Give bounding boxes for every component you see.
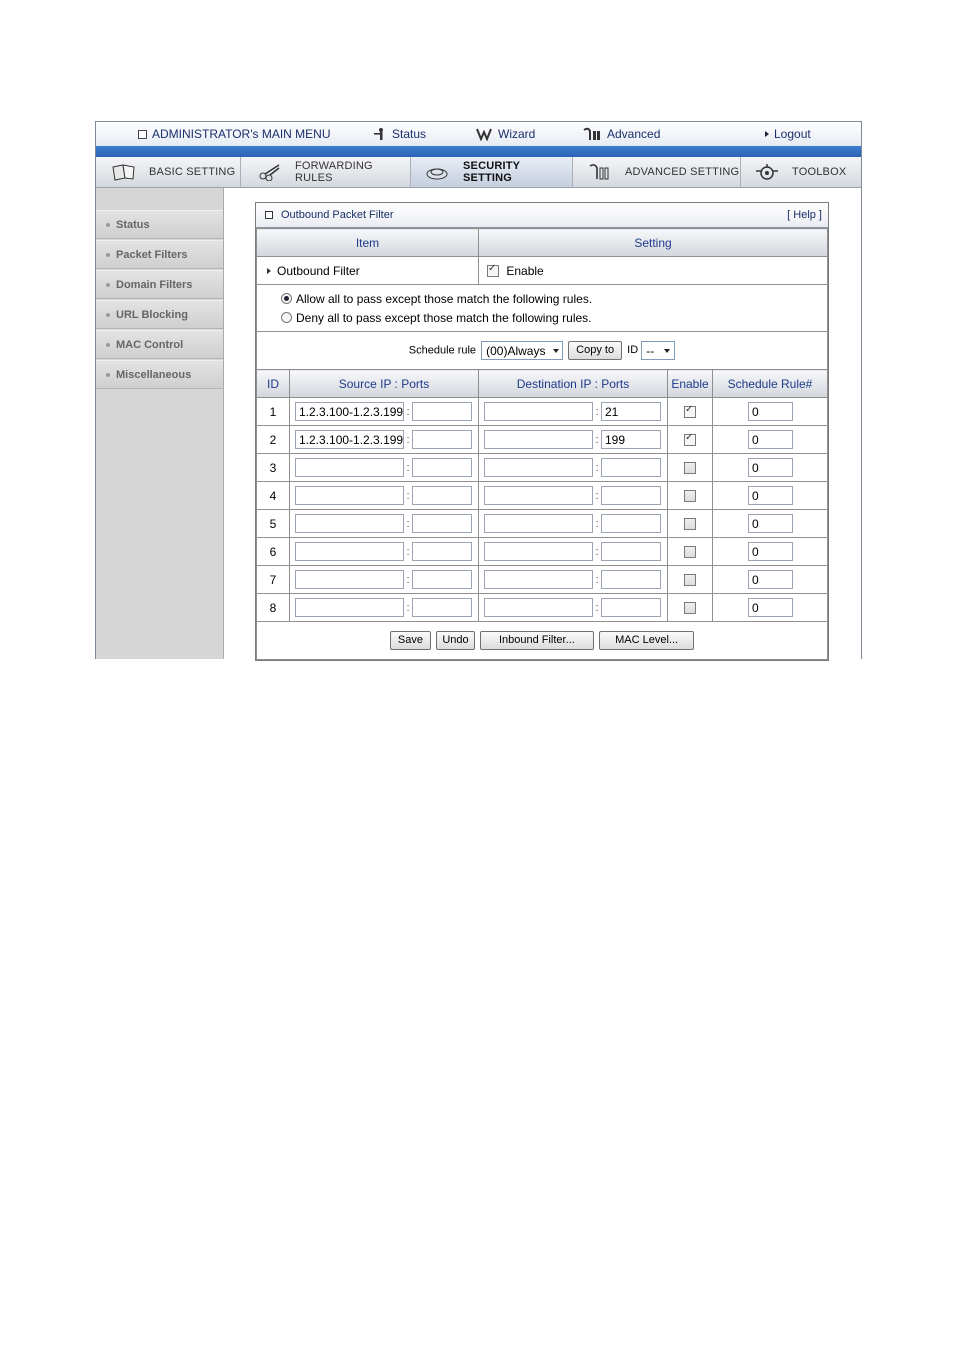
destination-port-input[interactable] bbox=[601, 570, 661, 589]
source-ip-input[interactable]: 1.2.3.100-1.2.3.199 bbox=[295, 430, 404, 449]
header-divider bbox=[96, 146, 861, 157]
destination-port-input[interactable]: 199 bbox=[601, 430, 661, 449]
id-column-header: ID bbox=[257, 370, 290, 398]
sidebar bbox=[96, 188, 224, 659]
schedule-rule-input[interactable]: 0 bbox=[748, 486, 793, 505]
table-row bbox=[257, 594, 828, 622]
destination-ip-input[interactable] bbox=[484, 570, 593, 589]
setting-column-header: Setting bbox=[479, 229, 828, 257]
row-id: 4 bbox=[257, 482, 290, 510]
sidebar-item-label: MAC Control bbox=[116, 338, 184, 351]
admin-main-menu-link[interactable] bbox=[138, 127, 331, 141]
id-label: ID bbox=[627, 344, 639, 357]
bullet-icon bbox=[106, 313, 110, 317]
gears-icon bbox=[587, 163, 613, 181]
schedule-cell bbox=[713, 566, 828, 594]
outbound-filter-label-cell bbox=[257, 257, 479, 285]
source-ip-input[interactable] bbox=[295, 486, 404, 505]
colon-separator: : bbox=[595, 517, 599, 530]
source-port-input[interactable] bbox=[412, 402, 472, 421]
destination-cell bbox=[479, 398, 668, 426]
destination-port-input[interactable] bbox=[601, 514, 661, 533]
destination-ip-input[interactable] bbox=[484, 542, 593, 561]
source-ip-input[interactable]: 1.2.3.100-1.2.3.199 bbox=[295, 402, 404, 421]
schedule-rule-input[interactable]: 0 bbox=[748, 598, 793, 617]
schedule-cell bbox=[713, 510, 828, 538]
tab-toolbox[interactable] bbox=[741, 157, 861, 187]
source-port-input[interactable] bbox=[412, 486, 472, 505]
schedule-rule-input[interactable]: 0 bbox=[748, 458, 793, 477]
outbound-filter-label: Outbound Filter bbox=[277, 263, 360, 278]
destination-port-input[interactable] bbox=[601, 458, 661, 477]
destination-cell bbox=[479, 538, 668, 566]
logout-label: Logout bbox=[774, 127, 811, 141]
book-icon bbox=[111, 163, 137, 181]
source-cell bbox=[290, 454, 479, 482]
row-enable-checkbox[interactable] bbox=[684, 434, 696, 446]
person-icon bbox=[371, 127, 387, 141]
sidebar-item-label: Packet Filters bbox=[116, 248, 188, 261]
rule-allow-radio[interactable] bbox=[281, 293, 292, 304]
colon-separator: : bbox=[406, 573, 410, 586]
destination-cell bbox=[479, 454, 668, 482]
enable-cell bbox=[668, 594, 713, 622]
source-ip-input[interactable] bbox=[295, 598, 404, 617]
source-port-input[interactable] bbox=[412, 542, 472, 561]
schedule-cell bbox=[713, 594, 828, 622]
copy-id-select[interactable] bbox=[641, 341, 675, 360]
toolbox-icon bbox=[754, 163, 780, 181]
table-row bbox=[257, 538, 828, 566]
outbound-filter-setting-cell bbox=[479, 257, 828, 285]
source-cell bbox=[290, 594, 479, 622]
inbound-filter-button[interactable]: Inbound Filter... bbox=[480, 631, 594, 650]
table-row bbox=[257, 482, 828, 510]
destination-cell bbox=[479, 510, 668, 538]
schedule-rule-input[interactable]: 0 bbox=[748, 402, 793, 421]
lock-icon bbox=[425, 163, 451, 181]
filter-rules-grid bbox=[256, 369, 828, 622]
sidebar-item-status[interactable] bbox=[96, 210, 223, 239]
source-ip-input[interactable] bbox=[295, 542, 404, 561]
rule-allow-option[interactable] bbox=[281, 289, 827, 308]
enable-cell bbox=[668, 398, 713, 426]
sidebar-spacer bbox=[96, 188, 223, 210]
schedule-rule-select[interactable] bbox=[481, 341, 563, 360]
chevron-down-icon bbox=[553, 349, 559, 353]
row-id: 1 bbox=[257, 398, 290, 426]
schedule-cell bbox=[713, 454, 828, 482]
advanced-link[interactable] bbox=[582, 127, 660, 141]
rule-deny-option[interactable] bbox=[281, 308, 827, 327]
destination-ip-input[interactable] bbox=[484, 598, 593, 617]
source-cell bbox=[290, 426, 479, 454]
rule-deny-radio[interactable] bbox=[281, 312, 292, 323]
table-row bbox=[257, 510, 828, 538]
tools-icon bbox=[582, 127, 602, 141]
source-ip-input[interactable] bbox=[295, 458, 404, 477]
colon-separator: : bbox=[406, 405, 410, 418]
action-bar bbox=[256, 621, 828, 660]
table-row bbox=[257, 566, 828, 594]
row-enable-checkbox[interactable] bbox=[684, 574, 696, 586]
tab-security-setting[interactable] bbox=[411, 157, 573, 187]
colon-separator: : bbox=[595, 433, 599, 446]
row-id: 7 bbox=[257, 566, 290, 594]
enable-cell bbox=[668, 426, 713, 454]
destination-column-header: Destination IP : Ports bbox=[479, 370, 668, 398]
tab-basic-setting[interactable] bbox=[96, 157, 241, 187]
bullet-icon bbox=[106, 283, 110, 287]
source-cell bbox=[290, 566, 479, 594]
colon-separator: : bbox=[595, 461, 599, 474]
copy-id-value: -- bbox=[646, 343, 655, 358]
outbound-filter-enable-label: Enable bbox=[506, 263, 544, 278]
destination-port-input[interactable]: 21 bbox=[601, 402, 661, 421]
enable-column-header: Enable bbox=[668, 370, 713, 398]
rule-mode-table bbox=[256, 284, 828, 332]
source-cell bbox=[290, 398, 479, 426]
wizard-icon bbox=[475, 127, 493, 141]
destination-cell bbox=[479, 482, 668, 510]
tab-forwarding-rules-label: FORWARDING RULES bbox=[295, 160, 373, 184]
row-id: 2 bbox=[257, 426, 290, 454]
sidebar-item-url-blocking[interactable] bbox=[96, 300, 223, 329]
table-row bbox=[257, 398, 828, 426]
schedule-cell bbox=[713, 538, 828, 566]
enable-cell bbox=[668, 538, 713, 566]
row-id: 8 bbox=[257, 594, 290, 622]
schedule-cell bbox=[713, 398, 828, 426]
arrow-right-icon bbox=[765, 131, 769, 137]
colon-separator: : bbox=[406, 517, 410, 530]
destination-ip-input[interactable] bbox=[484, 430, 593, 449]
colon-separator: : bbox=[406, 461, 410, 474]
status-label: Status bbox=[392, 127, 427, 141]
destination-port-input[interactable] bbox=[601, 542, 661, 561]
source-ip-input[interactable] bbox=[295, 514, 404, 533]
item-column-header: Item bbox=[257, 229, 479, 257]
source-cell bbox=[290, 538, 479, 566]
tab-security-setting-label: SECURITY SETTING bbox=[463, 160, 521, 184]
source-port-input[interactable] bbox=[412, 598, 472, 617]
schedule-rule-input[interactable]: 0 bbox=[748, 542, 793, 561]
bullet-icon bbox=[106, 223, 110, 227]
advanced-label: Advanced bbox=[607, 127, 661, 141]
destination-port-input[interactable] bbox=[601, 486, 661, 505]
top-menu-bar bbox=[96, 122, 861, 147]
schedule-rule-input[interactable]: 0 bbox=[748, 430, 793, 449]
bullet-icon bbox=[106, 253, 110, 257]
colon-separator: : bbox=[595, 545, 599, 558]
undo-button[interactable]: Undo bbox=[436, 631, 474, 650]
router-admin-window bbox=[95, 121, 862, 659]
source-port-input[interactable] bbox=[412, 514, 472, 533]
sidebar-item-label: Status bbox=[116, 218, 150, 231]
outbound-packet-filter-panel bbox=[255, 202, 829, 661]
destination-cell bbox=[479, 566, 668, 594]
row-enable-checkbox[interactable] bbox=[684, 490, 696, 502]
sidebar-item-mac-control[interactable] bbox=[96, 330, 223, 359]
sidebar-item-miscellaneous[interactable] bbox=[96, 360, 223, 389]
schedule-cell bbox=[713, 482, 828, 510]
source-port-input[interactable] bbox=[412, 430, 472, 449]
rule-deny-label: Deny all to pass except those match the following rules. bbox=[296, 310, 592, 325]
schedule-rule-input[interactable]: 0 bbox=[748, 570, 793, 589]
settings-table bbox=[256, 228, 828, 285]
destination-ip-input[interactable] bbox=[484, 514, 593, 533]
enable-cell bbox=[668, 482, 713, 510]
wizard-link[interactable] bbox=[475, 127, 535, 141]
filter-rules-body bbox=[257, 398, 828, 622]
schedule-rule-input[interactable]: 0 bbox=[748, 514, 793, 533]
schedule-column-header: Schedule Rule# bbox=[713, 370, 828, 398]
arrow-right-icon bbox=[267, 268, 271, 274]
row-enable-checkbox[interactable] bbox=[684, 406, 696, 418]
status-link[interactable] bbox=[371, 127, 426, 141]
help-link[interactable]: [ Help ] bbox=[787, 209, 822, 221]
colon-separator: : bbox=[406, 489, 410, 502]
colon-separator: : bbox=[595, 405, 599, 418]
source-port-input[interactable] bbox=[412, 458, 472, 477]
colon-separator: : bbox=[406, 601, 410, 614]
schedule-cell bbox=[713, 426, 828, 454]
table-row bbox=[257, 454, 828, 482]
sidebar-item-label: Miscellaneous bbox=[116, 368, 192, 381]
mac-level-button[interactable]: MAC Level... bbox=[599, 631, 694, 650]
copy-to-button[interactable]: Copy to bbox=[568, 341, 622, 360]
save-button[interactable]: Save bbox=[390, 631, 431, 650]
tab-basic-setting-label: BASIC SETTING bbox=[149, 166, 236, 178]
schedule-cell bbox=[257, 332, 828, 370]
table-row bbox=[257, 426, 828, 454]
enable-cell bbox=[668, 510, 713, 538]
destination-port-input[interactable] bbox=[601, 598, 661, 617]
colon-separator: : bbox=[406, 433, 410, 446]
wizard-label: Wizard bbox=[498, 127, 536, 141]
row-enable-checkbox[interactable] bbox=[684, 546, 696, 558]
destination-cell bbox=[479, 594, 668, 622]
row-id: 3 bbox=[257, 454, 290, 482]
schedule-rule-value: (00)Always bbox=[486, 343, 546, 358]
sidebar-item-label: URL Blocking bbox=[116, 308, 188, 321]
colon-separator: : bbox=[595, 489, 599, 502]
tab-toolbox-label: TOOLBOX bbox=[792, 166, 847, 178]
source-cell bbox=[290, 482, 479, 510]
rule-mode-cell bbox=[257, 285, 828, 332]
rule-allow-label: Allow all to pass except those match the following rules. bbox=[296, 291, 593, 306]
sidebar-item-label: Domain Filters bbox=[116, 278, 193, 291]
destination-ip-input[interactable] bbox=[484, 458, 593, 477]
admin-main-menu-label: ADMINISTRATOR's MAIN MENU bbox=[152, 127, 331, 141]
colon-separator: : bbox=[595, 601, 599, 614]
row-id: 5 bbox=[257, 510, 290, 538]
window-icon bbox=[138, 130, 147, 139]
panel-title: Outbound Packet Filter bbox=[281, 209, 394, 221]
main-nav-tabs bbox=[96, 157, 861, 188]
chevron-down-icon bbox=[664, 349, 670, 353]
tab-forwarding-rules[interactable] bbox=[241, 157, 411, 187]
action-cell bbox=[257, 622, 828, 660]
sidebar-item-domain-filters[interactable] bbox=[96, 270, 223, 299]
row-id: 6 bbox=[257, 538, 290, 566]
tab-advanced-setting[interactable] bbox=[573, 157, 741, 187]
window-icon bbox=[265, 211, 273, 219]
tab-advanced-setting-label: ADVANCED SETTING bbox=[625, 166, 740, 178]
colon-separator: : bbox=[406, 545, 410, 558]
destination-ip-input[interactable] bbox=[484, 402, 593, 421]
destination-ip-input[interactable] bbox=[484, 486, 593, 505]
colon-separator: : bbox=[595, 573, 599, 586]
scissors-icon bbox=[257, 163, 283, 181]
bullet-icon bbox=[106, 343, 110, 347]
enable-cell bbox=[668, 454, 713, 482]
logout-link[interactable] bbox=[765, 127, 811, 141]
bullet-icon bbox=[106, 373, 110, 377]
schedule-table bbox=[256, 331, 828, 370]
source-cell bbox=[290, 510, 479, 538]
row-enable-checkbox[interactable] bbox=[684, 602, 696, 614]
source-column-header: Source IP : Ports bbox=[290, 370, 479, 398]
sidebar-item-packet-filters[interactable] bbox=[96, 240, 223, 269]
outbound-filter-enable-checkbox[interactable] bbox=[487, 265, 499, 277]
row-enable-checkbox[interactable] bbox=[684, 462, 696, 474]
row-enable-checkbox[interactable] bbox=[684, 518, 696, 530]
enable-cell bbox=[668, 566, 713, 594]
source-port-input[interactable] bbox=[412, 570, 472, 589]
schedule-rule-label: Schedule rule bbox=[408, 344, 477, 357]
source-ip-input[interactable] bbox=[295, 570, 404, 589]
destination-cell bbox=[479, 426, 668, 454]
panel-header bbox=[256, 203, 828, 228]
